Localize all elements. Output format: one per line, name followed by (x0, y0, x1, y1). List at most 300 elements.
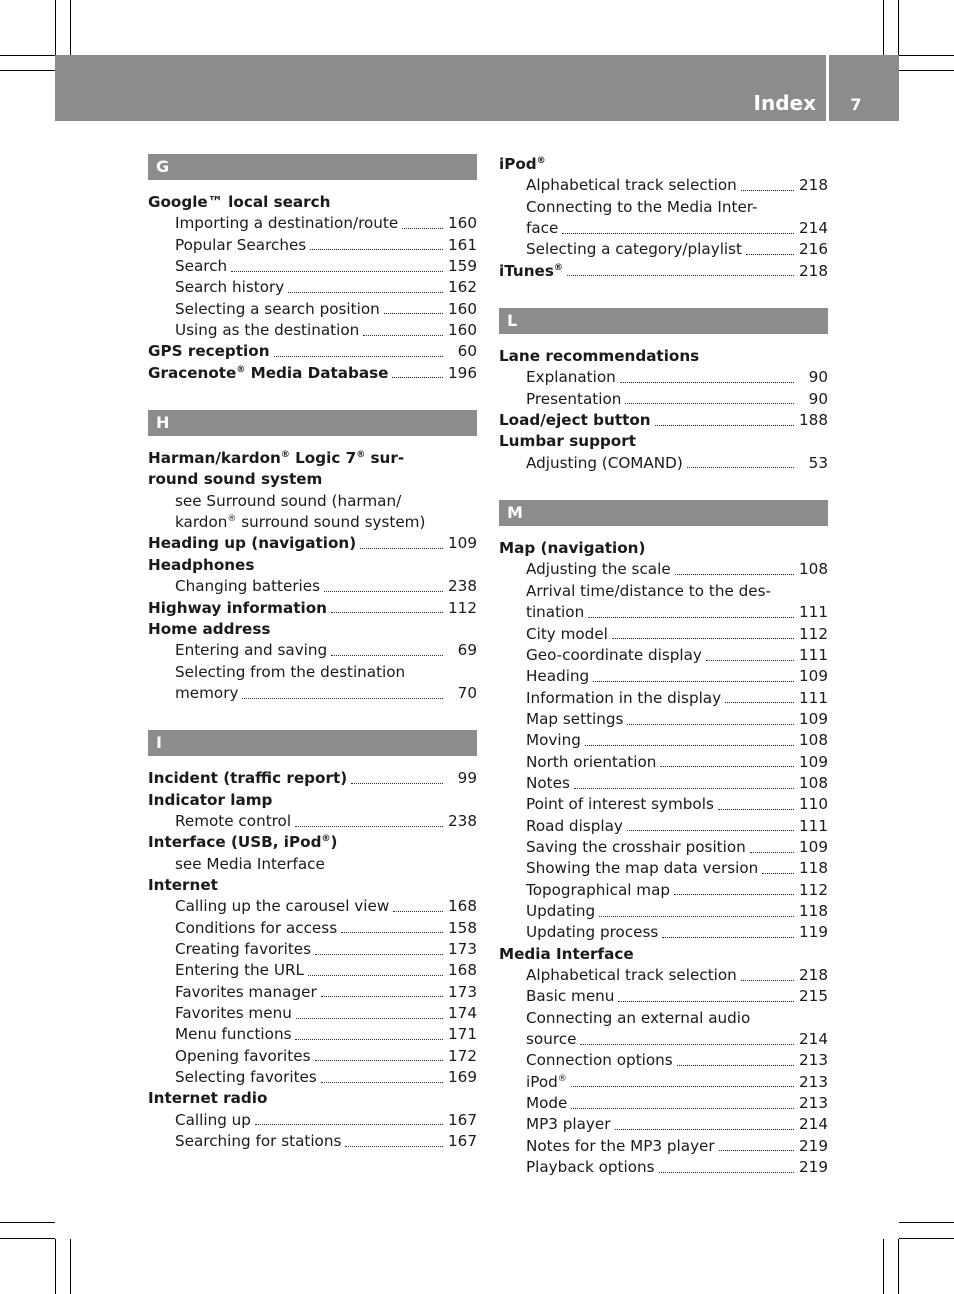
index-subentry (148, 640, 477, 661)
entry-label: Adjusting (COMAND) (526, 453, 683, 472)
dot-leader (627, 723, 794, 725)
entry-label: Map settings (526, 709, 624, 728)
page-reference: 238 (448, 577, 477, 596)
page-reference: 112 (799, 880, 828, 899)
index-subentry (148, 918, 477, 939)
entry-label: Showing the map data version (526, 859, 759, 878)
entry-label: Remote control (175, 811, 292, 830)
dot-leader (574, 787, 794, 789)
dot-leader (341, 931, 443, 933)
index-subentry (499, 1157, 828, 1178)
dot-leader (741, 189, 794, 191)
page-reference: 188 (799, 411, 828, 430)
index-subentry (499, 1029, 828, 1050)
entry-label: Topographical map (526, 880, 671, 899)
index-subentry (499, 1136, 828, 1157)
index-subentry (499, 752, 828, 773)
index-subentry (148, 982, 477, 1003)
index-entry (499, 154, 828, 175)
page-reference: 111 (799, 603, 828, 622)
page-reference: 169 (448, 1068, 477, 1087)
entry-label: Alphabetical track selection (526, 966, 737, 984)
crop-mark (899, 55, 954, 56)
index-entry (148, 768, 477, 789)
index-subentry (499, 730, 828, 751)
page-reference: 109 (448, 534, 477, 553)
page-reference: 112 (448, 598, 477, 617)
page-title: Index (753, 91, 816, 115)
entry-label: face (526, 219, 559, 238)
entry-label: Updating (526, 901, 596, 920)
dot-leader (351, 782, 443, 784)
crop-mark (0, 1238, 55, 1239)
entry-label: Popular Searches (175, 235, 307, 254)
dot-leader (571, 1107, 794, 1109)
entry-label: Menu functions (175, 1025, 292, 1044)
dot-leader (402, 227, 443, 229)
page-reference: 53 (808, 453, 828, 472)
crop-mark (55, 0, 56, 55)
index-subentry (148, 1110, 477, 1131)
entry-label: iTunes® (499, 261, 563, 280)
dot-leader (599, 915, 794, 917)
index-entry (148, 533, 477, 554)
entry-label: City model (526, 624, 608, 643)
entry-label: Selecting a search position (175, 299, 380, 318)
index-subentry (499, 986, 828, 1007)
dot-leader (593, 680, 794, 682)
dot-leader (345, 1145, 443, 1147)
page-reference: 109 (799, 709, 828, 728)
dot-leader (567, 274, 794, 276)
dot-leader (231, 270, 443, 272)
entry-label: Headphones (148, 555, 255, 574)
entry-label: Lane recommendations (499, 347, 700, 366)
page-reference: 213 (799, 1094, 828, 1113)
index-subentry (499, 389, 828, 410)
page-reference: 160 (448, 321, 477, 340)
index-subentry (148, 662, 477, 683)
index-subentry (499, 602, 828, 623)
dot-leader (706, 659, 794, 661)
page-reference: 218 (799, 261, 828, 280)
page-reference: 214 (799, 1115, 828, 1134)
index-subentry (148, 939, 477, 960)
entry-label: GPS reception (148, 342, 270, 361)
dot-leader (627, 829, 794, 831)
index-entry (148, 1088, 477, 1109)
dot-leader (580, 1043, 794, 1045)
dot-leader (331, 611, 443, 613)
index-subentry (499, 666, 828, 687)
page-reference: 218 (799, 966, 828, 984)
dot-leader (308, 974, 443, 976)
page-reference: 160 (448, 214, 477, 233)
page-reference: 108 (799, 560, 828, 579)
crop-mark (898, 1239, 899, 1294)
dot-leader (719, 1149, 794, 1151)
page-reference: 213 (799, 1072, 828, 1091)
entry-label: North orientation (526, 752, 657, 771)
index-subentry (148, 299, 477, 320)
dot-leader (315, 953, 443, 955)
index-subentry (499, 645, 828, 666)
crop-mark (70, 0, 71, 55)
page-reference: 171 (448, 1025, 477, 1044)
index-subentry (499, 965, 828, 986)
page-reference: 90 (808, 368, 828, 387)
dot-leader (331, 654, 443, 656)
dot-leader (677, 1064, 794, 1066)
dot-leader (255, 1123, 443, 1125)
dot-leader (571, 1085, 794, 1087)
crop-mark (0, 1222, 55, 1223)
entry-label: Heading up (navigation) (148, 534, 357, 553)
entry-label: Importing a destination/route (175, 214, 399, 233)
dot-leader (662, 936, 794, 938)
page-reference: 109 (799, 667, 828, 686)
dot-leader (674, 893, 794, 895)
page-reference: 112 (799, 624, 828, 643)
entry-label: Opening favorites (175, 1046, 311, 1065)
dot-leader (625, 402, 794, 404)
entry-label: Search (175, 257, 228, 276)
index-subentry (148, 512, 477, 533)
index-subentry (499, 367, 828, 388)
crop-mark (899, 1238, 954, 1239)
dot-leader (393, 910, 443, 912)
index-subentry (499, 624, 828, 645)
section-heading-l: L (499, 308, 828, 334)
index-subentry (148, 1024, 477, 1045)
dot-leader (675, 573, 794, 575)
entry-label: Search history (175, 278, 285, 297)
dot-leader (321, 995, 443, 997)
page-reference: 111 (799, 816, 828, 835)
entry-label: Harman/kardon® Logic 7® sur- (148, 449, 405, 468)
dot-leader (615, 1128, 795, 1130)
page-reference: 119 (799, 923, 828, 942)
page-reference: 167 (448, 1110, 477, 1129)
crop-mark (55, 1239, 56, 1294)
index-subentry (148, 491, 477, 512)
index-subentry (499, 559, 828, 580)
dot-leader (660, 765, 794, 767)
dot-leader (242, 697, 443, 699)
page-reference: 90 (808, 389, 828, 408)
index-subentry (148, 277, 477, 298)
index-subentry (148, 1131, 477, 1152)
entry-label: Media Interface (499, 944, 634, 963)
index-entry (148, 875, 477, 896)
index-subentry (499, 688, 828, 709)
entry-label: Map (navigation) (499, 539, 646, 558)
index-subentry (148, 235, 477, 256)
entry-label: Adjusting the scale (526, 560, 671, 579)
entry-label: see Surround sound (harman/ (175, 491, 402, 510)
index-subentry (148, 1003, 477, 1024)
page-reference: 60 (457, 342, 477, 361)
entry-label: tination (526, 603, 585, 622)
entry-label: Incident (traffic report) (148, 769, 348, 788)
index-subentry (148, 320, 477, 341)
entry-label: Changing batteries (175, 577, 321, 596)
page-reference: 216 (799, 240, 828, 259)
page-reference: 118 (799, 901, 828, 920)
page-reference: 168 (448, 897, 477, 916)
index-subentry (499, 218, 828, 239)
index-subentry (148, 811, 477, 832)
dot-leader (746, 253, 794, 255)
entry-label: round sound system (148, 470, 323, 489)
entry-label: Searching for stations (175, 1132, 342, 1151)
crop-mark (899, 70, 954, 71)
crop-mark (898, 0, 899, 55)
page-reference: 214 (799, 1030, 828, 1049)
entry-label: Notes (526, 773, 570, 792)
entry-label: Alphabetical track selection (526, 176, 737, 195)
index-subentry (148, 213, 477, 234)
entry-label: Selecting favorites (175, 1068, 317, 1087)
crop-mark (883, 0, 884, 55)
entry-label: Selecting from the destination (175, 662, 406, 681)
entry-label: Information in the display (526, 688, 722, 707)
dot-leader (321, 1081, 443, 1083)
page-reference: 111 (799, 645, 828, 664)
page-reference: 167 (448, 1132, 477, 1151)
page-reference: 173 (448, 982, 477, 1001)
entry-label: Updating process (526, 923, 659, 942)
entry-label: Moving (526, 731, 581, 750)
index-entry (148, 555, 477, 576)
section-heading-g: G (148, 154, 477, 180)
entry-label: Presentation (526, 389, 622, 408)
dot-leader (762, 872, 794, 874)
dot-leader (687, 466, 794, 468)
dot-leader (620, 381, 794, 383)
entry-label: Entering and saving (175, 641, 328, 660)
dot-leader (315, 1059, 444, 1061)
index-entry (148, 598, 477, 619)
entry-label: Basic menu (526, 987, 615, 1006)
entry-label: Home address (148, 619, 271, 638)
entry-label: Favorites menu (175, 1004, 292, 1022)
entry-label: Connecting an external audio (526, 1008, 751, 1027)
crop-mark (899, 1222, 954, 1223)
page-reference: 70 (457, 683, 477, 702)
index-entry (148, 619, 477, 640)
page-reference: 109 (799, 837, 828, 856)
dot-leader (360, 547, 443, 549)
entry-label: Entering the URL (175, 961, 304, 980)
dot-leader (618, 1000, 794, 1002)
index-subentry (499, 1114, 828, 1135)
crop-mark (70, 1239, 71, 1294)
entry-label: Interface (USB, iPod®) (148, 833, 338, 852)
index-subentry (148, 683, 477, 704)
index-entry (499, 410, 828, 431)
index-column-right (499, 154, 828, 1178)
entry-label: Selecting a category/playlist (526, 240, 742, 259)
index-subentry (148, 960, 477, 981)
entry-label: memory (175, 683, 239, 702)
page-reference: 219 (799, 1158, 828, 1177)
page-reference: 213 (799, 1051, 828, 1070)
index-subentry (499, 816, 828, 837)
index-entry (499, 346, 828, 367)
index-subentry (148, 1067, 477, 1088)
page-reference: 161 (448, 235, 477, 254)
page-reference: 172 (448, 1046, 477, 1065)
entry-label: Notes for the MP3 player (526, 1136, 715, 1155)
dot-leader (310, 248, 443, 250)
index-subentry (148, 854, 477, 875)
entry-label: see Media Interface (175, 854, 325, 873)
index-entry (148, 469, 477, 490)
page-reference: 162 (448, 278, 477, 297)
index-column-left (148, 154, 477, 1152)
entry-label: Calling up (175, 1110, 251, 1129)
page-reference: 196 (448, 363, 477, 382)
entry-label: Favorites manager (175, 982, 317, 1001)
crop-mark (0, 55, 55, 56)
dot-leader (363, 334, 443, 336)
entry-label: Explanation (526, 368, 616, 387)
index-subentry (499, 1072, 828, 1093)
page-reference: 108 (799, 773, 828, 792)
dot-leader (718, 808, 794, 810)
index-entry (499, 538, 828, 559)
index-subentry (499, 453, 828, 474)
dot-leader (295, 825, 443, 827)
index-subentry (148, 256, 477, 277)
dot-leader (741, 979, 794, 981)
dot-leader (274, 355, 444, 357)
index-subentry (499, 175, 828, 196)
entry-label: Point of interest symbols (526, 795, 714, 814)
page-reference: 109 (799, 752, 828, 771)
entry-label: iPod® (526, 1072, 567, 1091)
crop-mark (883, 1239, 884, 1294)
entry-label: Internet (148, 875, 218, 894)
index-subentry (499, 794, 828, 815)
page-reference: 69 (457, 641, 477, 660)
page-reference: 215 (799, 987, 828, 1006)
page-reference: 110 (799, 795, 828, 814)
page-reference: 108 (799, 731, 828, 750)
dot-leader (288, 291, 443, 293)
entry-label: Connection options (526, 1051, 673, 1070)
index-subentry (499, 709, 828, 730)
entry-label: Google™ local search (148, 193, 331, 211)
section-heading-h: H (148, 410, 477, 436)
entry-label: Highway information (148, 598, 327, 617)
page-number: 7 (850, 95, 862, 114)
page-reference: 174 (448, 1004, 477, 1022)
dot-leader (296, 1017, 443, 1019)
entry-label: Lumbar support (499, 432, 636, 451)
index-subentry (499, 197, 828, 218)
entry-label: Playback options (526, 1158, 655, 1177)
index-entry (148, 448, 477, 469)
index-subentry (499, 922, 828, 943)
section-heading-i: I (148, 730, 477, 756)
dot-leader (392, 376, 443, 378)
dot-leader (725, 701, 794, 703)
crop-mark (0, 70, 55, 71)
entry-label: Saving the crosshair position (526, 837, 746, 856)
dot-leader (659, 1171, 794, 1173)
index-subentry (148, 576, 477, 597)
page-reference: 238 (448, 811, 477, 830)
entry-label: Load/eject button (499, 411, 651, 430)
dot-leader (324, 590, 443, 592)
section-heading-m: M (499, 500, 828, 526)
dot-leader (750, 851, 794, 853)
entry-label: Indicator lamp (148, 790, 273, 809)
index-entry (148, 363, 477, 384)
index-entry (148, 192, 477, 213)
dot-leader (588, 616, 794, 618)
index-entry (148, 790, 477, 811)
dot-leader (562, 232, 794, 234)
index-subentry (499, 880, 828, 901)
entry-label: Mode (526, 1094, 568, 1113)
entry-label: source (526, 1030, 577, 1049)
page-reference: 158 (448, 918, 477, 937)
index-subentry (499, 1093, 828, 1114)
index-subentry (499, 1050, 828, 1071)
entry-label: Heading (526, 667, 590, 686)
index-entry (499, 431, 828, 452)
entry-label: Conditions for access (175, 918, 338, 937)
index-subentry (499, 773, 828, 794)
entry-label: iPod® (499, 155, 546, 173)
entry-label: Arrival time/distance to the des- (526, 581, 771, 600)
entry-label: Creating favorites (175, 939, 312, 958)
index-subentry (499, 239, 828, 260)
page-reference: 99 (457, 769, 477, 788)
page-reference: 160 (448, 299, 477, 318)
index-entry (148, 341, 477, 362)
index-subentry (499, 837, 828, 858)
page-reference: 111 (799, 688, 828, 707)
entry-label: Internet radio (148, 1089, 268, 1108)
index-subentry (499, 901, 828, 922)
dot-leader (612, 637, 794, 639)
entry-label: Road display (526, 816, 623, 835)
entry-label: Geo-coordinate display (526, 645, 702, 664)
entry-label: Connecting to the Media Inter- (526, 197, 758, 216)
index-entry (499, 944, 828, 965)
entry-label: kardon® surround sound system) (175, 513, 426, 532)
page-reference: 168 (448, 961, 477, 980)
index-subentry (499, 1008, 828, 1029)
page-reference: 218 (799, 176, 828, 195)
index-entry (148, 832, 477, 853)
entry-label: Gracenote® Media Database (148, 363, 389, 382)
dot-leader (655, 424, 794, 426)
page-reference: 214 (799, 219, 828, 238)
entry-label: Calling up the carousel view (175, 897, 390, 916)
page-reference: 159 (448, 257, 477, 276)
index-subentry (148, 896, 477, 917)
page-reference: 173 (448, 939, 477, 958)
entry-label: MP3 player (526, 1115, 611, 1134)
entry-label: Using as the destination (175, 321, 360, 340)
dot-leader (295, 1038, 443, 1040)
index-subentry (499, 581, 828, 602)
